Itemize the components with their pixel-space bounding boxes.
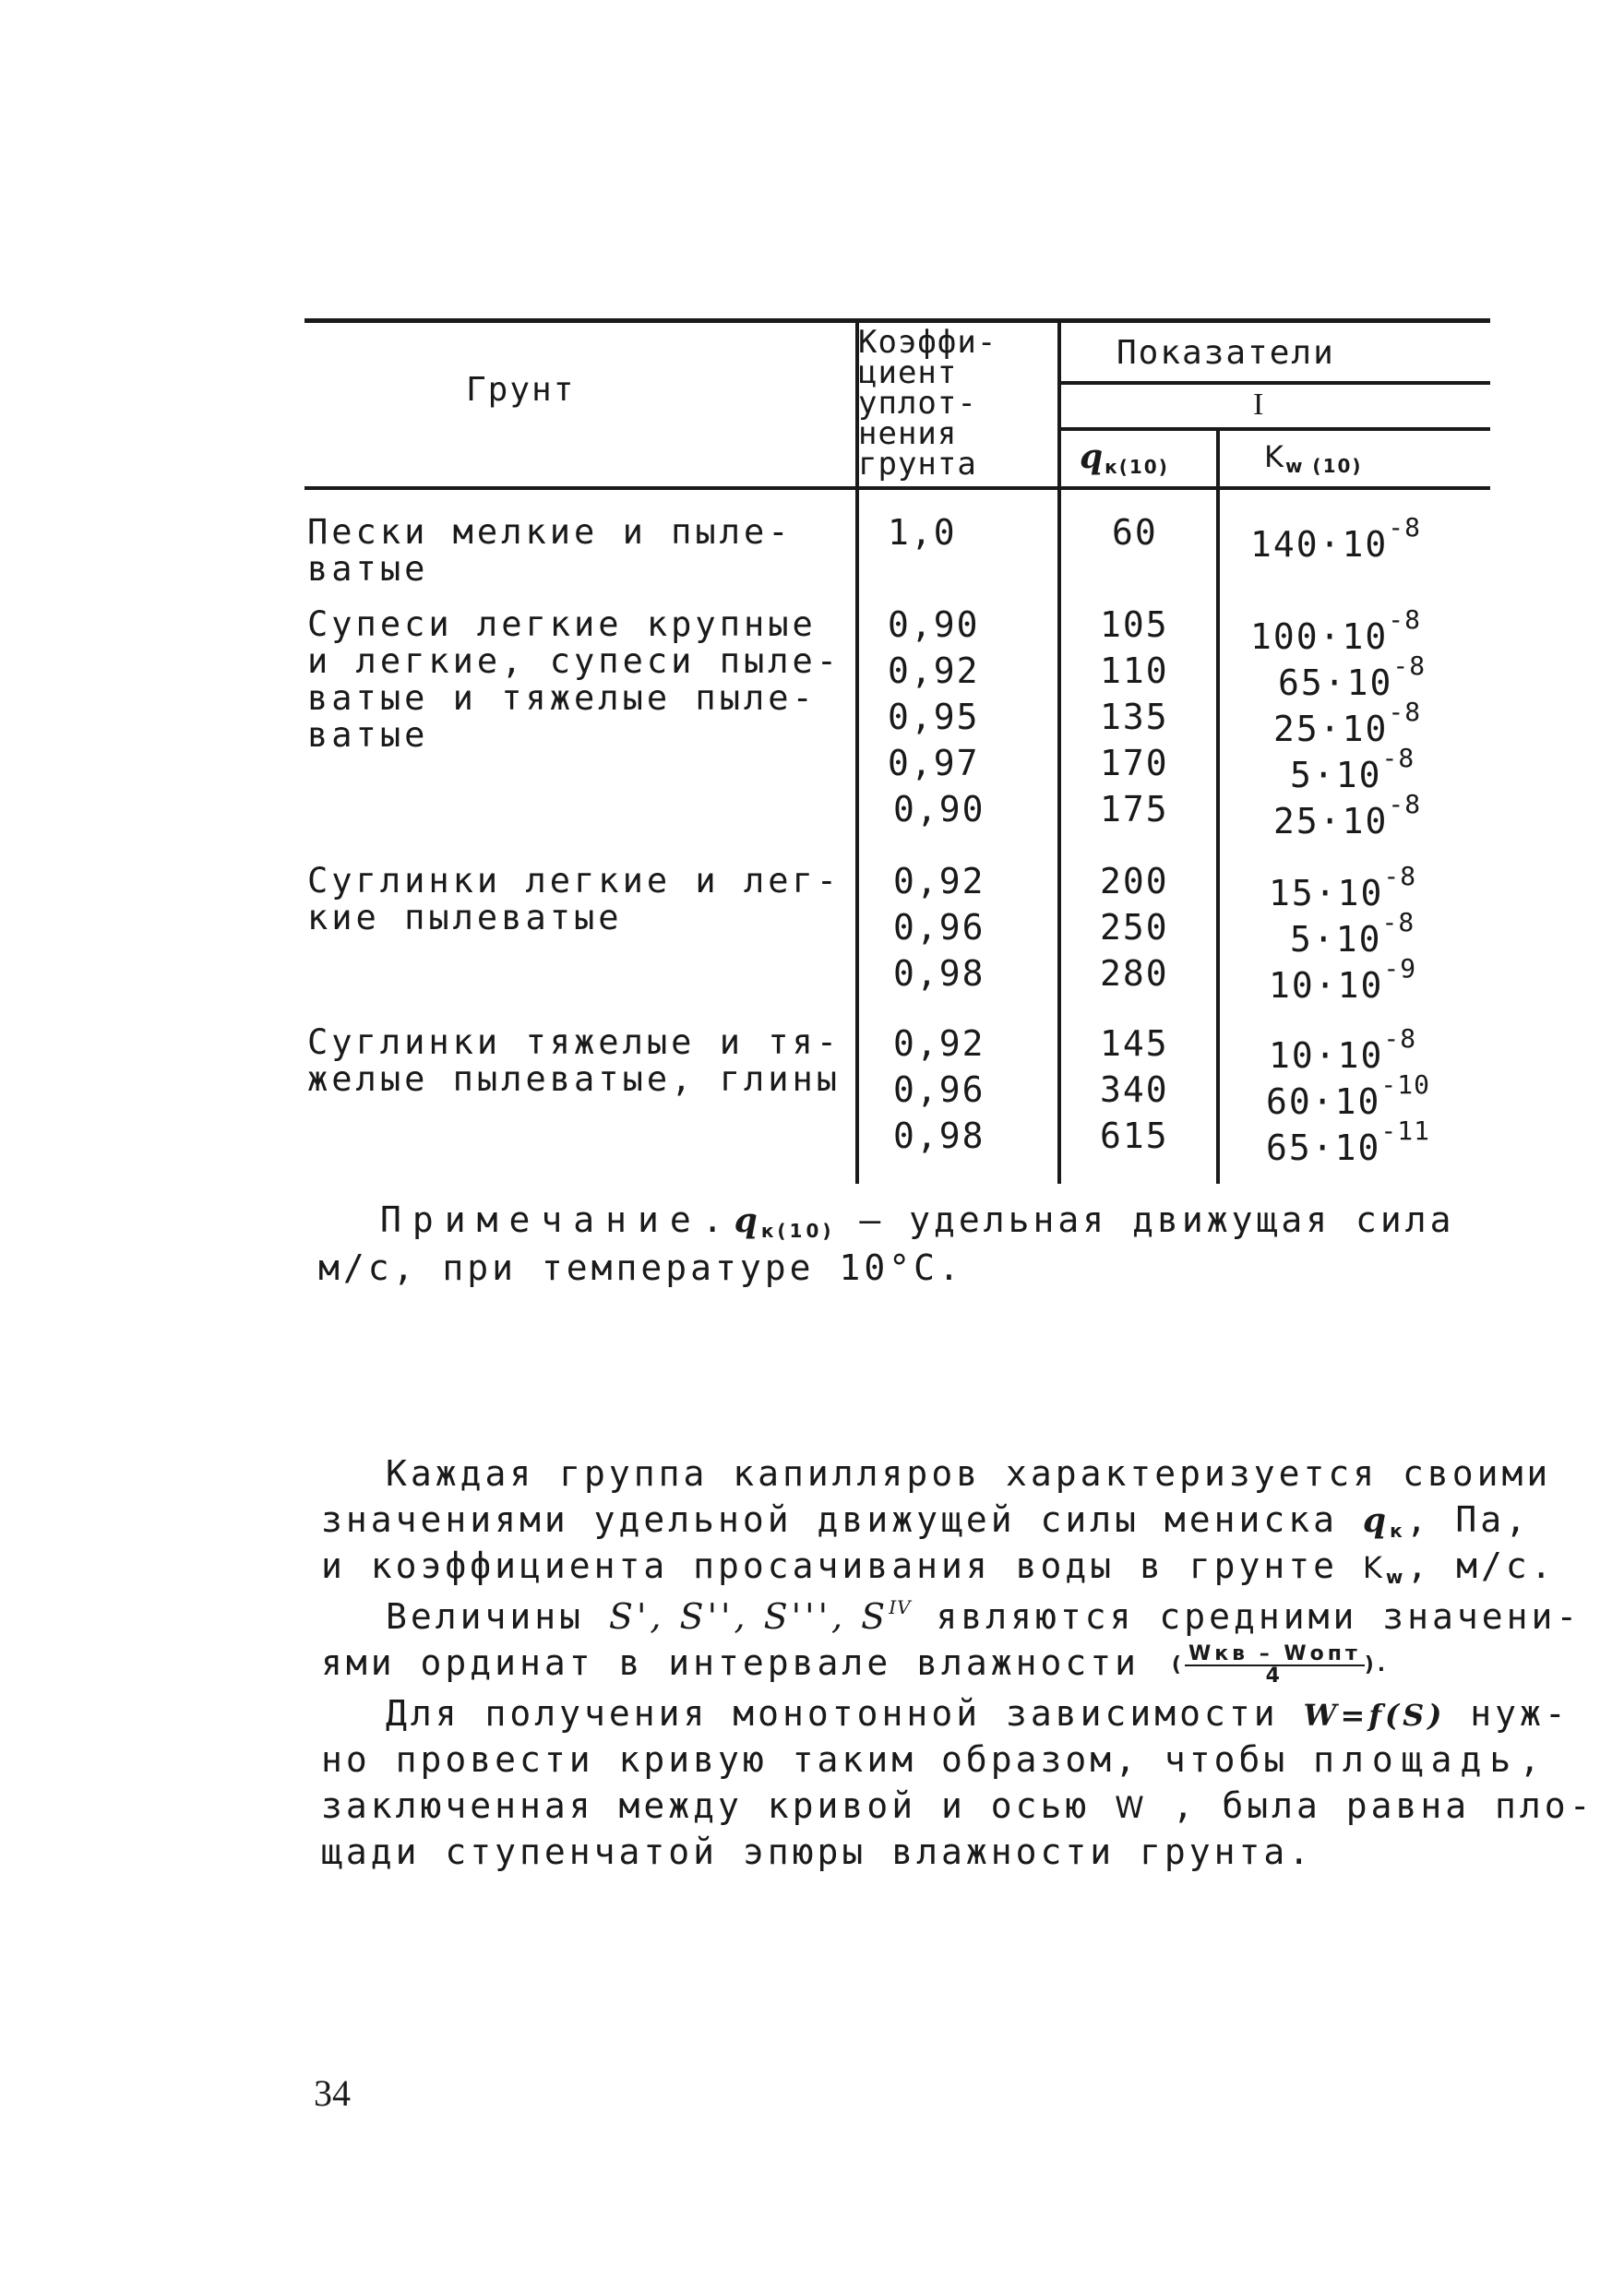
soil-name-group-1 [307, 514, 793, 588]
cell-coef: 0,97 [888, 743, 980, 783]
paragraph-2-line-1 [386, 1596, 1581, 1637]
k-mantissa: 140·10 [1250, 524, 1389, 565]
header-coef-line: нения [858, 415, 958, 452]
cell-k [1266, 1069, 1430, 1122]
k-mantissa: 25·10 [1273, 801, 1389, 841]
k-subscript: w (10) [1284, 455, 1363, 477]
text-span: значениями удельной движущей силы мениска [321, 1499, 1338, 1540]
text-span: , м/с. [1406, 1545, 1556, 1586]
k-exponent: -8 [1381, 907, 1415, 937]
soil-name-group-3 [307, 863, 841, 937]
paragraph-3-line-3 [321, 1785, 1594, 1826]
cell-k [1266, 1116, 1430, 1168]
cell-coef: 0,96 [893, 907, 985, 948]
k-exponent: -8 [1388, 512, 1421, 543]
soil-name-group-2 [307, 606, 841, 754]
text-span: , Па, [1405, 1499, 1531, 1540]
k-mantissa: 25·10 [1273, 709, 1389, 749]
q-symbol: q [1362, 1501, 1391, 1540]
soil-name-group-4 [307, 1024, 841, 1098]
text-span: но провести кривую таким образом, чтобы [321, 1739, 1289, 1780]
k-exponent: -8 [1388, 604, 1421, 635]
k-exponent: -8 [1383, 1023, 1417, 1054]
k-exponent: -8 [1383, 861, 1417, 891]
header-coef-line: Коэффи- [858, 324, 997, 361]
cell-q: 110 [1100, 650, 1169, 691]
cell-k [1250, 604, 1421, 657]
cell-coef: 0,96 [893, 1069, 985, 1110]
q-symbol: q [734, 1201, 761, 1240]
table-note-line-1 [380, 1199, 1454, 1242]
table-top-rule [304, 318, 1490, 323]
k-exponent: -11 [1380, 1116, 1430, 1146]
cell-coef: 0,98 [893, 953, 985, 994]
cell-q: 340 [1100, 1069, 1169, 1110]
cell-coef: 0,90 [888, 604, 980, 645]
cell-q: 105 [1100, 604, 1169, 645]
fraction-denominator: 4 [1265, 1664, 1284, 1688]
cell-k [1273, 789, 1421, 841]
text-span-spaced: площадь, [1313, 1739, 1549, 1780]
k-exponent: -9 [1383, 953, 1417, 984]
table-indicators-rule [1061, 381, 1490, 385]
cell-coef: 0,90 [893, 789, 985, 829]
cell-q: 615 [1100, 1116, 1169, 1156]
w-symbol: W [1115, 1790, 1148, 1825]
paragraph-1-line-3 [321, 1545, 1556, 1588]
k-mantissa: 60·10 [1266, 1081, 1381, 1122]
cell-k [1290, 907, 1415, 960]
cell-coef: 0,92 [893, 1023, 985, 1064]
k-exponent: -8 [1388, 789, 1422, 819]
header-coefficient [858, 324, 1061, 483]
k-mantissa: 5·10 [1290, 919, 1382, 960]
cell-q: 170 [1100, 743, 1169, 783]
k-mantissa: 100·10 [1250, 616, 1389, 657]
text-span: ями ординат в интервале влажности [321, 1642, 1140, 1683]
cell-k [1269, 953, 1416, 1006]
cell-k [1273, 697, 1421, 749]
s-symbols: S', S'', S''', $S^{IV}$ [608, 1596, 912, 1637]
cell-k [1278, 650, 1426, 703]
soil-table [304, 318, 1495, 1186]
text-span: нуж- [1470, 1693, 1570, 1734]
text-span: , была равна пло- [1172, 1785, 1594, 1826]
cell-coef: 0,98 [893, 1116, 985, 1156]
soil-name-line: желые пылеватые, глины [307, 1059, 842, 1099]
k-mantissa: 15·10 [1269, 873, 1384, 913]
k-exponent: -8 [1392, 650, 1427, 681]
k-symbol: K [1264, 439, 1285, 474]
k-mantissa: 10·10 [1269, 1035, 1384, 1076]
q-symbol: q [1080, 437, 1105, 476]
k-exponent: -8 [1381, 743, 1415, 773]
header-coef-line: грунта [858, 446, 977, 483]
soil-name-line: Супеси легкие крупные [307, 604, 817, 644]
note-text: – удельная движущая сила [834, 1199, 1455, 1240]
paragraph-3-line-2 [321, 1739, 1548, 1780]
text-span: Для получения монотонной зависимости [386, 1693, 1279, 1734]
table-col-divider-3 [1216, 427, 1220, 1184]
paragraph-1-line-1: Каждая группа капилляров характеризуется своими [386, 1453, 1552, 1494]
header-soil: Грунт [466, 371, 576, 409]
cell-coef: 1,0 [888, 512, 957, 553]
soil-name-line: ватые и тяжелые пыле- [307, 678, 817, 718]
k-mantissa: 65·10 [1278, 662, 1393, 703]
header-coef-line: уплот- [858, 385, 977, 422]
text-span: и коэффициента просачивания воды в грунте [321, 1545, 1338, 1586]
q-subscript: к(10) [760, 1220, 835, 1242]
text-span: заключенная между кривой и осью [321, 1785, 1091, 1826]
fraction-formula: ( Wкв – Wопт 4 ). [1171, 1641, 1390, 1688]
soil-name-line: ватые [307, 549, 429, 589]
fraction-numerator: Wкв – Wопт [1185, 1644, 1365, 1666]
header-indicators: Показатели [1116, 334, 1335, 372]
w-index: w [1385, 1566, 1407, 1588]
header-col-k [1264, 440, 1363, 483]
cell-k [1250, 512, 1421, 565]
cell-k [1269, 1023, 1416, 1076]
k-mantissa: 65·10 [1266, 1128, 1381, 1168]
k-mantissa: 10·10 [1269, 965, 1384, 1006]
cell-q: 175 [1100, 789, 1169, 829]
soil-name-line: Суглинки тяжелые и тя- [307, 1022, 842, 1062]
cell-q: 135 [1100, 697, 1169, 737]
table-header-bottom-rule [304, 486, 1490, 490]
header-col-q [1080, 437, 1169, 483]
cell-q: 145 [1100, 1023, 1169, 1064]
table-sub-rule [1061, 427, 1490, 431]
paragraph-3-line-4: щади ступенчатой эпюры влажности грунта. [321, 1832, 1314, 1872]
cell-q: 200 [1100, 861, 1169, 901]
cell-q: 60 [1112, 512, 1158, 553]
soil-name-line: ватые [307, 715, 429, 755]
cell-coef: 0,92 [888, 650, 980, 691]
k-index: к [1390, 1520, 1406, 1542]
text-span: являются средними значени- [936, 1596, 1582, 1637]
page-number: 34 [314, 2072, 351, 2114]
k-exponent: -10 [1380, 1069, 1430, 1100]
table-note-line-2: м/с, при температуре 10°С. [318, 1247, 963, 1288]
k-mantissa: 5·10 [1290, 755, 1382, 795]
soil-name-line: Суглинки легкие и лег- [307, 861, 842, 901]
header-indicator-sub: I [1253, 388, 1266, 422]
soil-name-line: Пески мелкие и пыле- [307, 512, 793, 552]
paragraph-1-line-2 [321, 1499, 1530, 1542]
k-exponent: -8 [1388, 697, 1422, 727]
header-coef-line: циент [858, 354, 958, 391]
note-label: Примечание. [380, 1199, 734, 1240]
cell-k [1269, 861, 1416, 913]
cell-q: 250 [1100, 907, 1169, 948]
cell-coef: 0,95 [888, 697, 980, 737]
paragraph-3-line-1 [386, 1693, 1570, 1734]
paragraph-2-line-2 [321, 1642, 1389, 1687]
q-subscript: к(10) [1105, 456, 1169, 478]
soil-name-line: кие пылеватые [307, 898, 623, 937]
cell-q: 280 [1100, 953, 1169, 994]
soil-name-line: и легкие, супеси пыле- [307, 641, 842, 681]
cell-coef: 0,92 [893, 861, 985, 901]
formula: W=f(S) [1303, 1698, 1446, 1733]
k-symbol: K [1362, 1550, 1386, 1585]
cell-k [1290, 743, 1415, 795]
text-span: Величины [386, 1596, 585, 1637]
